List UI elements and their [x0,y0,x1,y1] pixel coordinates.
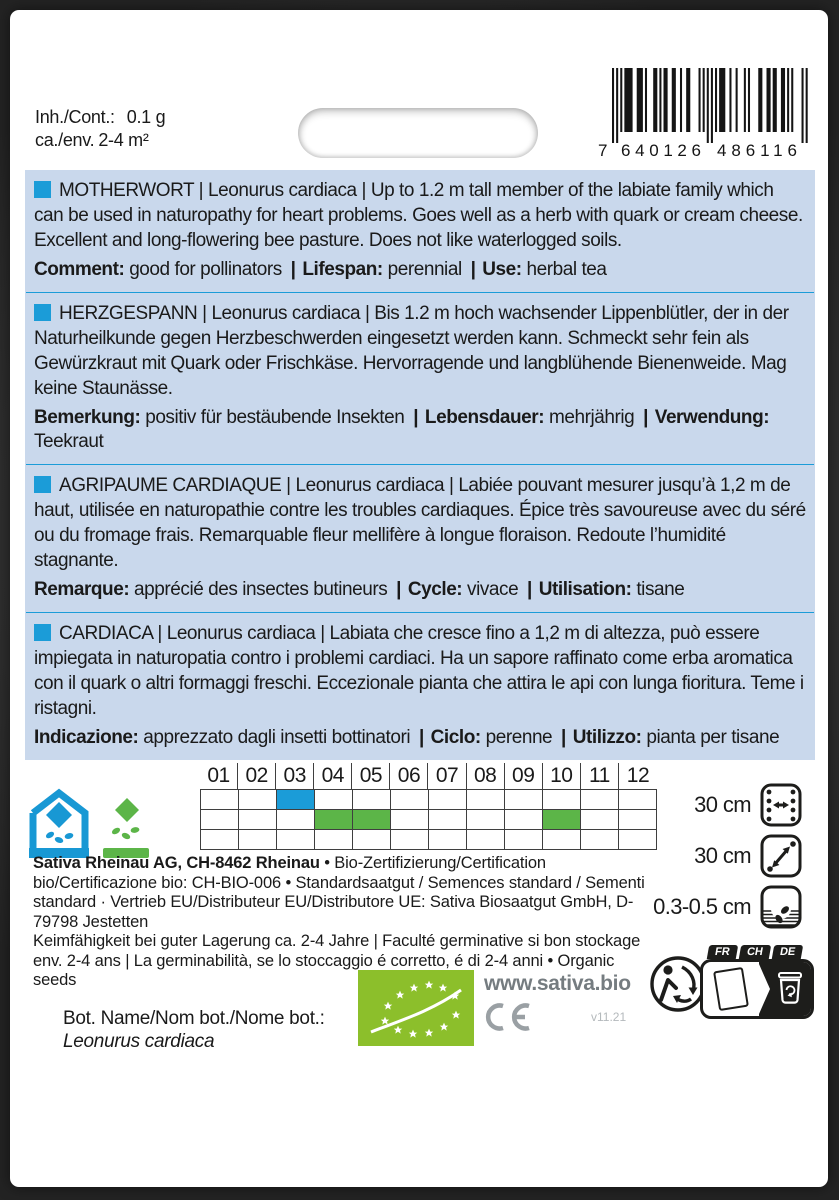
calendar-cell [239,790,277,810]
seed-packet-back [10,10,828,1187]
meta-line: Remarque: apprécié des insectes butineurs | Cycle: vivace | Utilisation: tisane [34,578,806,602]
calendar-cell [581,810,619,830]
calendar-month-label: 10 [543,763,581,789]
calendar-cell [277,810,315,830]
lang-section-it [25,613,815,760]
svg-text:486116: 486116 [717,141,797,160]
tab-fr: FR [707,945,738,959]
calendar-cell [277,790,315,810]
calendar-cell [619,810,657,830]
calendar-month-label: 05 [352,763,390,789]
ean13-barcode [596,66,814,165]
svg-text:7: 7 [598,141,608,160]
calendar-month-label: 03 [276,763,314,789]
botanical-name-value: Leonurus cardiaca [63,1031,215,1052]
calendar-cell [353,790,391,810]
sowing-depth-spec [653,885,802,929]
botanical-name: Leonurus cardiaca | [208,180,371,201]
botanical-name-label: Bot. Name/Nom bot./Nome bot.: [63,1008,325,1029]
sowing-depth-icon [760,885,802,929]
euro-hang-hole [298,108,538,158]
germination-text: Keimfähigkeit bei guter Lagerung ca. 2-4 Jahre | Faculté germinative si bon stockage env. 2-4 ans | La germinabilità, se lo stoccaggio é corretto, é di 2-4 anni • Organic seeds [33,932,641,989]
sow-under-glass-icon [28,788,90,860]
calendar-grid [200,789,657,850]
calendar-cell [581,790,619,810]
description-text: Labiée pouvant mesurer jusqu’à 1,2 m de haut, utilisée en naturopathie contre les troubles cardiaques. Épice très savoureuse avec du séré ou du fromage frais. Remarquable fleur mellifère à longue floraison. Redoute l’humidité stagnante. [34,475,806,571]
botanical-name: Leonurus cardiaca | [167,623,330,644]
calendar-cell [467,830,505,850]
meta-line: Indicazione: apprezzato dagli insetti bottinatori | Ciclo: perenne | Utilizzo: pianta per tisane [34,726,806,750]
calendar-cell [239,810,277,830]
calendar-cell [505,790,543,810]
disposal-pictogram [700,959,814,1019]
calendar-cell [391,790,429,810]
certification-text: • Bio-Zertifizierung/Certification bio/Certificazione bio: CH-BIO-006 • Standardsaatgut / Semences standard / Sementi standard · Vertrieb EU/Distributeur EU/Distributore UE: Sativa Biosaatgut GmbH, D-79798 Jestetten [33,854,645,931]
calendar-cell [391,810,429,830]
country-tabs [700,945,814,959]
calendar-cell [429,790,467,810]
calendar-cell [505,810,543,830]
content-label: Inh./Cont.: [35,107,115,127]
plant-spacing-spec [694,834,802,878]
calendar-cell [315,790,353,810]
paper-sachet-icon [713,967,749,1011]
version-label: v11.21 [591,1010,627,1024]
recycling-bin-icon [775,972,805,1006]
calendar-cell [353,810,391,830]
plant-spacing-value: 30 cm [694,843,751,868]
lang-section-de [25,293,815,464]
lang-section-en [25,170,815,292]
calendar-cell [581,830,619,850]
row-spacing-icon [760,783,802,827]
meta-line: Comment: good for pollinators | Lifespan: perennial | Use: herbal tea [34,258,806,282]
calendar-month-label: 07 [428,763,466,789]
calendar-month-header [200,763,657,789]
calendar-cell [201,810,239,830]
calendar-month-label: 01 [200,763,238,789]
calendar-month-label: 04 [314,763,352,789]
sowing-calendar [200,763,657,850]
calendar-cell [543,790,581,810]
meta-line: Bemerkung: positiv für bestäubende Insekten | Lebensdauer: mehrjährig | Verwendung: Teekraut [34,406,806,454]
content-value: 0.1 g [126,107,166,127]
common-name: CARDIACA | [59,623,167,644]
section-bullet-icon [34,304,51,321]
botanical-name: Leonurus cardiaca | [211,303,374,324]
sowing-depth-value: 0.3-0.5 cm [653,894,751,919]
row-spacing-value: 30 cm [694,792,751,817]
lang-section-fr [25,465,815,612]
eu-organic-logo [358,970,474,1046]
triman-recycling-icon [648,954,708,1014]
calendar-cell [505,830,543,850]
calendar-cell [619,830,657,850]
section-bullet-icon [34,624,51,641]
sowing-method-icons [28,788,149,860]
calendar-cell [467,810,505,830]
svg-text:640126: 640126 [621,141,701,160]
section-bullet-icon [34,181,51,198]
calendar-cell [543,830,581,850]
botanical-name: Leonurus cardiaca | [295,475,458,496]
description-panel [25,170,815,760]
calendar-month-label: 06 [390,763,428,789]
description-text: Bis 1.2 m hoch wachsender Lippenblütler, der in der Naturheilkunde gegen Herzbeschwerden eingesetzt werden kann. Schmeckt sehr fein als Gewürzkraut mit Quark oder Frischkäse. Hervorragende und langblühende Bienenweide. Mag keine Staunässe. [34,303,789,399]
area-value: 2-4 m² [98,130,149,150]
calendar-cell [353,830,391,850]
common-name: AGRIPAUME CARDIAQUE | [59,475,295,496]
calendar-cell [543,810,581,830]
calendar-month-label: 12 [626,764,650,787]
tab-ch: CH [738,945,770,959]
description-text: Up to 1.2 m tall member of the labiate family which can be used in naturopathy for heart problems. Goes well as a herb with quark or cream cheese. Excellent and long-flowering bee pasture. Does not like waterlogged soils. [34,180,803,251]
sow-outdoors-icon [103,796,149,860]
calendar-cell [315,830,353,850]
plant-spacing-icon [760,834,802,878]
tab-de: DE [771,945,803,959]
common-name: HERZGESPANN | [59,303,211,324]
calendar-cell [239,830,277,850]
website-url: www.sativa.bio [484,972,631,995]
producer-address: Sativa Rheinau AG, CH-8462 Rheinau [33,854,320,872]
calendar-cell [467,790,505,810]
ce-mark [484,1002,532,1032]
calendar-cell [277,830,315,850]
common-name: MOTHERWORT | [59,180,208,201]
botanical-name-block [63,1007,325,1053]
description-text: Labiata che cresce fino a 1,2 m di altezza, può essere impiegata in naturopatia contro i problemi cardiaci. Ha un sapore raffinato come erba aromatica con il quark o altri formaggi freschi. Eccezionale pianta che attira le api con lunga fioritura. Teme i ristagni. [34,623,804,719]
calendar-cell [315,810,353,830]
area-label: ca./env. [35,130,95,150]
calendar-month-label: 08 [467,763,505,789]
footer-legal-text [33,854,651,991]
content-quantity-block [35,106,165,152]
row-spacing-spec [694,783,802,827]
calendar-cell [391,830,429,850]
calendar-month-label: 11 [581,763,619,789]
calendar-cell [201,790,239,810]
calendar-month-label: 02 [238,763,276,789]
calendar-cell [619,790,657,810]
section-bullet-icon [34,476,51,493]
disposal-info-badge [700,945,814,1019]
calendar-cell [429,810,467,830]
calendar-month-label: 09 [505,763,543,789]
calendar-cell [429,830,467,850]
calendar-cell [201,830,239,850]
spacing-specs [653,783,802,929]
